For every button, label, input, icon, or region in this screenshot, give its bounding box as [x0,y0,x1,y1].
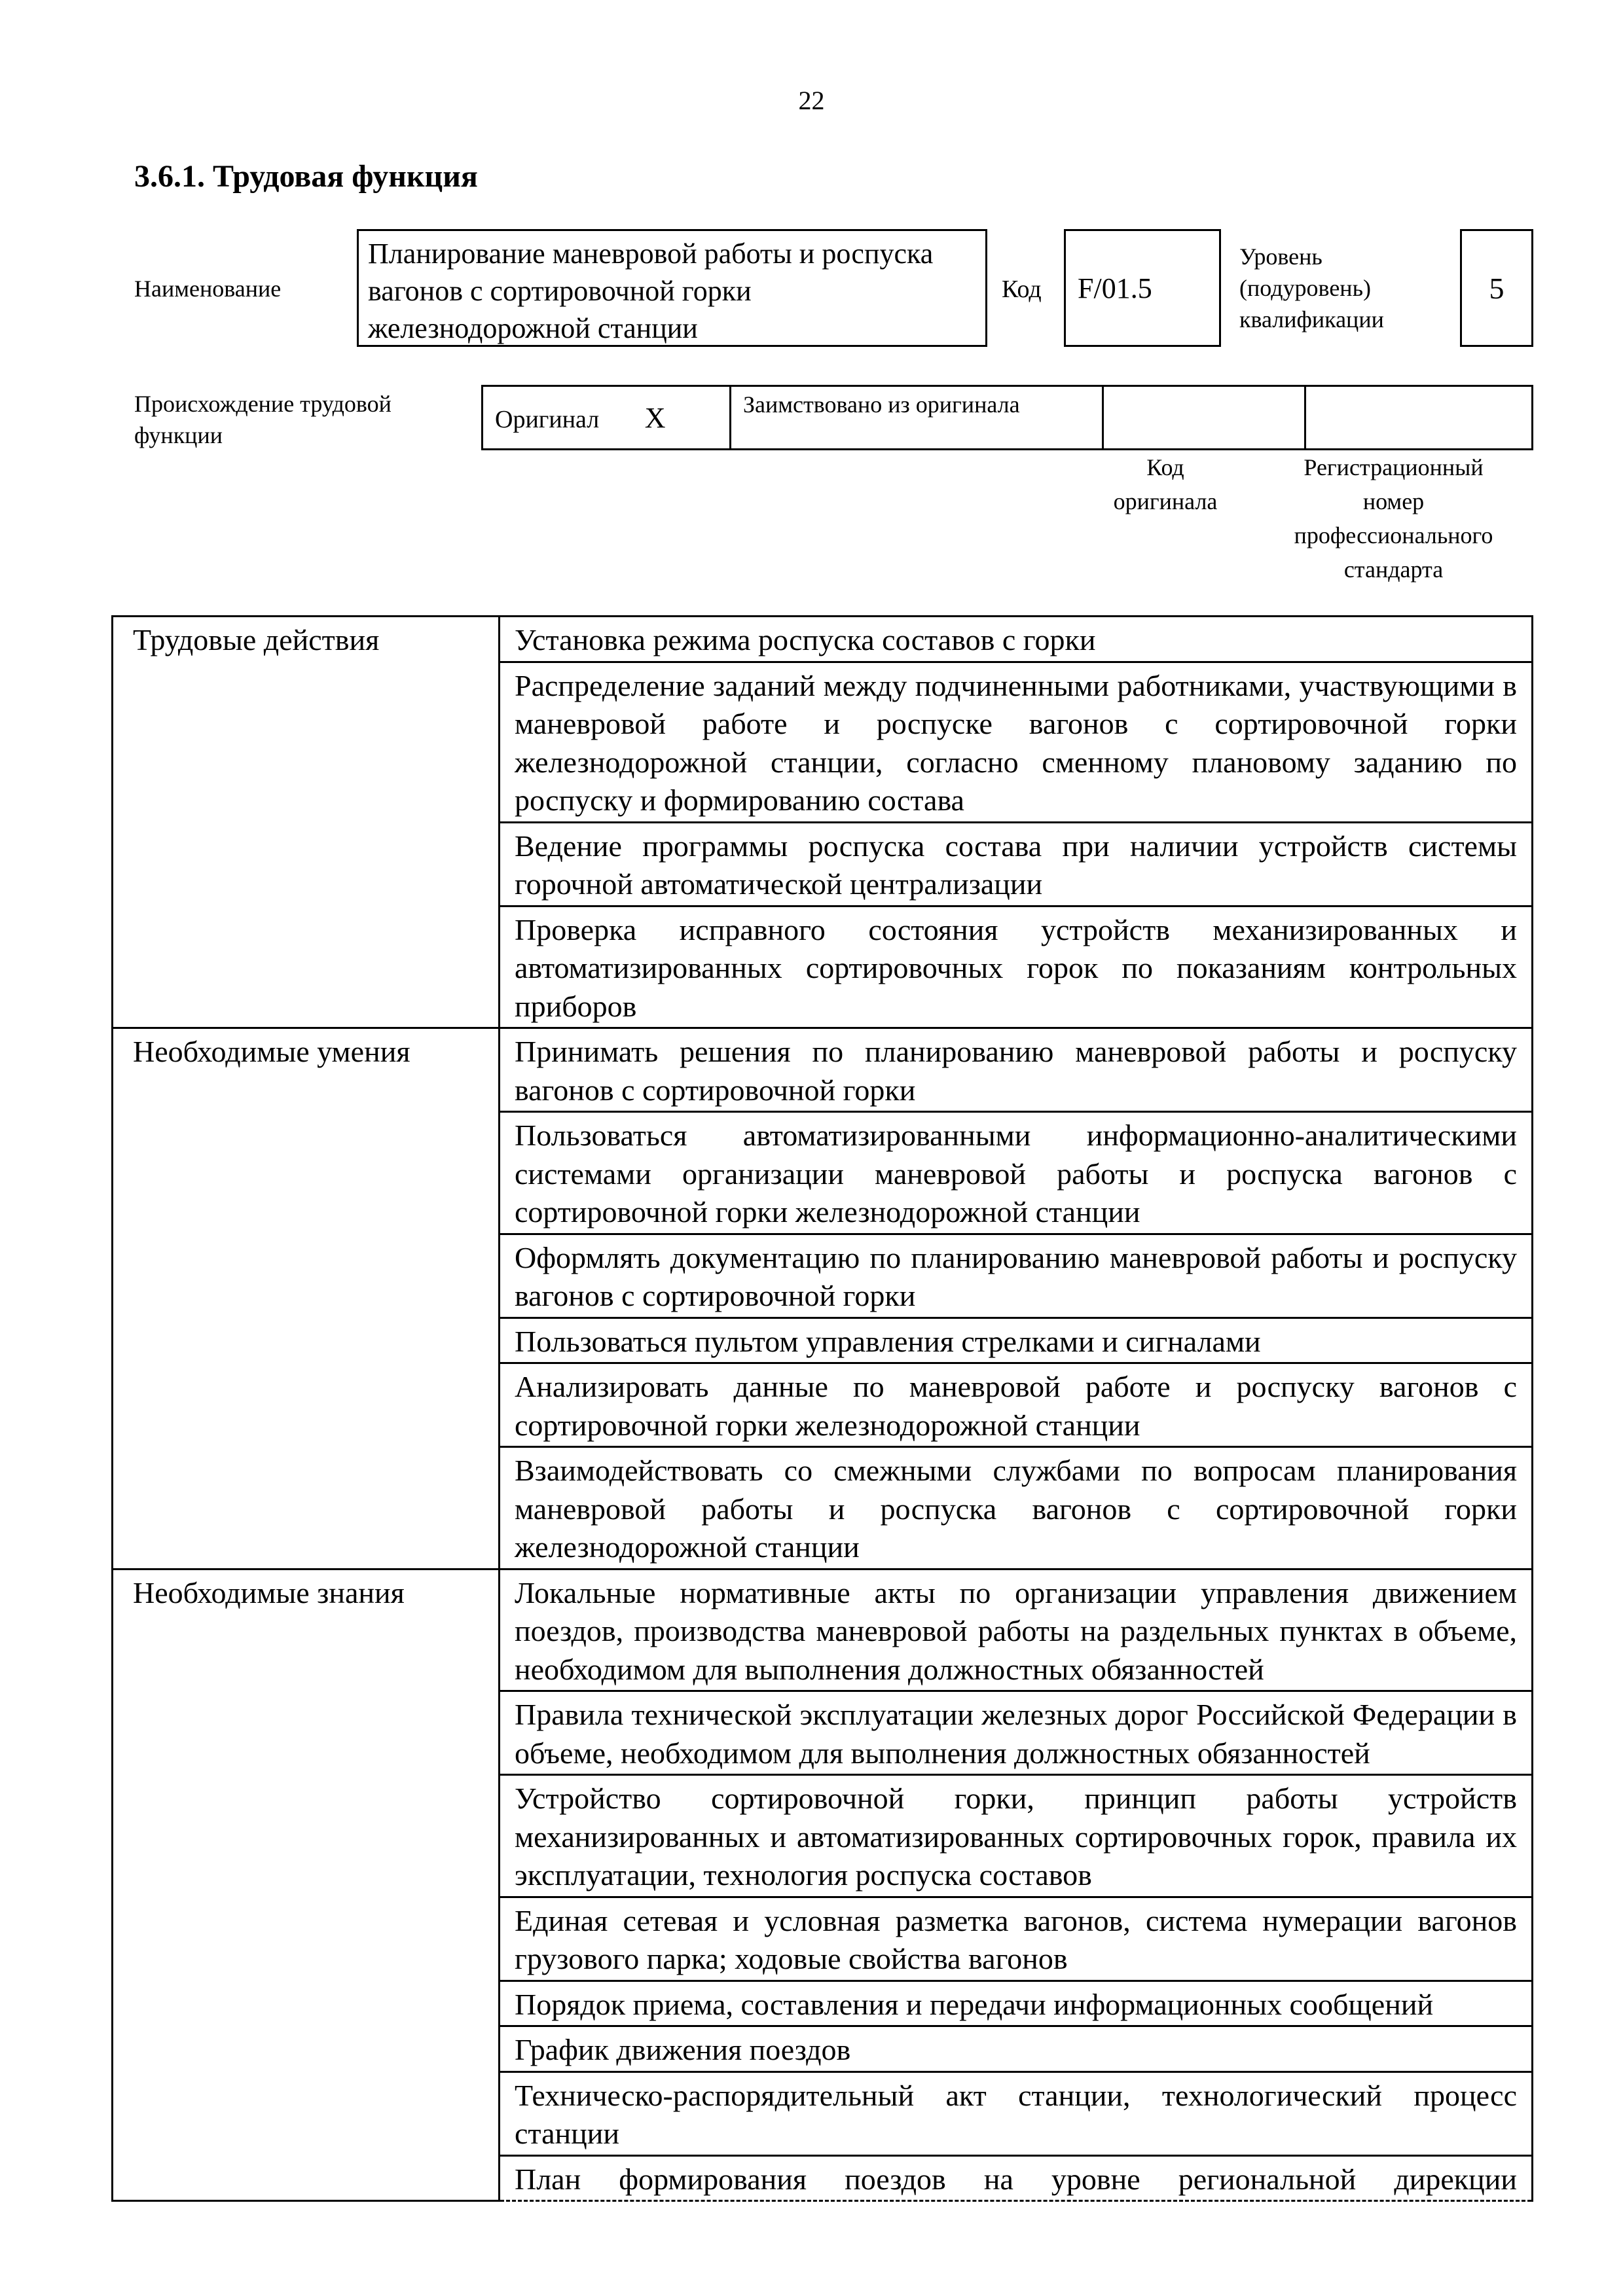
table-row [113,1569,1533,1691]
section-item-cell: Техническо-распорядительный акт станции, технологический процесс станции [500,2072,1533,2155]
page-number: 22 [798,86,825,115]
section-title-cell: Необходимые знания [113,1569,500,2201]
section-item-cell: Распределение заданий между подчиненными работниками, участвующими в маневровой работе и роспуске вагонов с сортировочной горки железнодорожной станции, согласно сменному плановому заданию по роспуску и формированию состава [500,662,1533,822]
name-label: Наименование [134,276,282,302]
section-item-cell: Проверка исправного состояния устройств механизированных и автоматизированных сортировочных горок по показаниям контрольных приборов [500,906,1533,1028]
origin-label: Происхождение трудовой функции [134,391,392,448]
original-code-cell [1103,386,1305,450]
section-title-cell: Трудовые действия [113,617,500,1028]
function-code-box: F/01.5 [1064,229,1221,347]
origin-original-cell [483,386,731,450]
section-item-cell: Правила технической эксплуатации железных дорог Российской Федерации в объеме, необходимом для выполнения должностных обязанностей [500,1691,1533,1775]
section-item-cell: Устройство сортировочной горки, принцип работы устройств механизированных и автоматизированных сортировочных горок, правила их эксплуатации, технология роспуска составов [500,1775,1533,1897]
level-label-line-3: квалификации [1239,306,1384,332]
section-item-cell: График движения поездов [500,2026,1533,2072]
section-item-cell: Оформлять документацию по планированию маневровой работы и роспуску вагонов с сортировочной горки [500,1234,1533,1318]
section-item-cell: Пользоваться автоматизированными информационно-аналитическими системами организации маневровой работы и роспуска вагонов с сортировочной горки железнодорожной станции [500,1112,1533,1234]
table-row [113,1028,1533,1112]
registration-number-cell [1305,386,1533,450]
section-item-cell: Локальные нормативные акты по организации управления движением поездов, производства маневровой работы на раздельных пунктах в объеме, необходимом для выполнения должностных обязанностей [500,1569,1533,1691]
original-code-caption [1077,450,1254,518]
section-title: 3.6.1. Трудовая функция [134,159,478,194]
function-name-box: Планирование маневровой работы и роспуска вагонов с сортировочной горки железнодорожной станции [357,229,987,347]
section-item-cell: Установка режима роспуска составов с горки [500,617,1533,662]
original-label: Оригинал [495,405,600,433]
labor-function-table-body [113,617,1533,2201]
caption-code-line-2: оригинала [1113,488,1218,514]
borrowed-cell: Заимствовано из оригинала [731,386,1103,450]
section-item-cell: План формирования поездов на уровне региональной дирекции [500,2155,1533,2201]
level-label-line-1: Уровень [1239,243,1322,270]
section-item-cell: Ведение программы роспуска состава при наличии устройств системы горочной автоматической централизации [500,822,1533,906]
caption-reg-line-2: номер [1362,488,1425,514]
table-row [113,617,1533,662]
section-item-cell: Взаимодействовать со смежными службами по вопросам планирования маневровой работы и роспуска вагонов с сортировочной горки железнодорожной станции [500,1447,1533,1570]
section-title-cell: Необходимые умения [113,1028,500,1570]
original-mark: X [644,401,666,434]
caption-reg-line-4: стандарта [1343,556,1444,583]
section-item-cell: Принимать решения по планированию маневровой работы и роспуску вагонов с сортировочной горки [500,1028,1533,1112]
origin-table [481,385,1533,450]
qualification-level-label [1239,241,1384,335]
section-item-cell: Единая сетевая и условная разметка вагонов, система нумерации вагонов грузового парка; ходовые свойства вагонов [500,1897,1533,1981]
level-label-line-2: (подуровень) [1239,275,1371,301]
labor-function-table [111,615,1533,2202]
section-item-cell: Порядок приема, составления и передачи информационных сообщений [500,1981,1533,2026]
code-label: Код [1002,276,1042,303]
section-item-cell: Пользоваться пультом управления стрелками и сигналами [500,1318,1533,1363]
registration-number-caption [1254,450,1533,586]
section-item-cell: Анализировать данные по маневровой работе и роспуску вагонов с сортировочной горки железнодорожной станции [500,1363,1533,1447]
caption-reg-line-3: профессионального [1294,522,1493,548]
qualification-level-box: 5 [1460,229,1533,347]
caption-reg-line-1: Регистрационный [1304,454,1484,480]
caption-code-line-1: Код [1146,454,1184,480]
